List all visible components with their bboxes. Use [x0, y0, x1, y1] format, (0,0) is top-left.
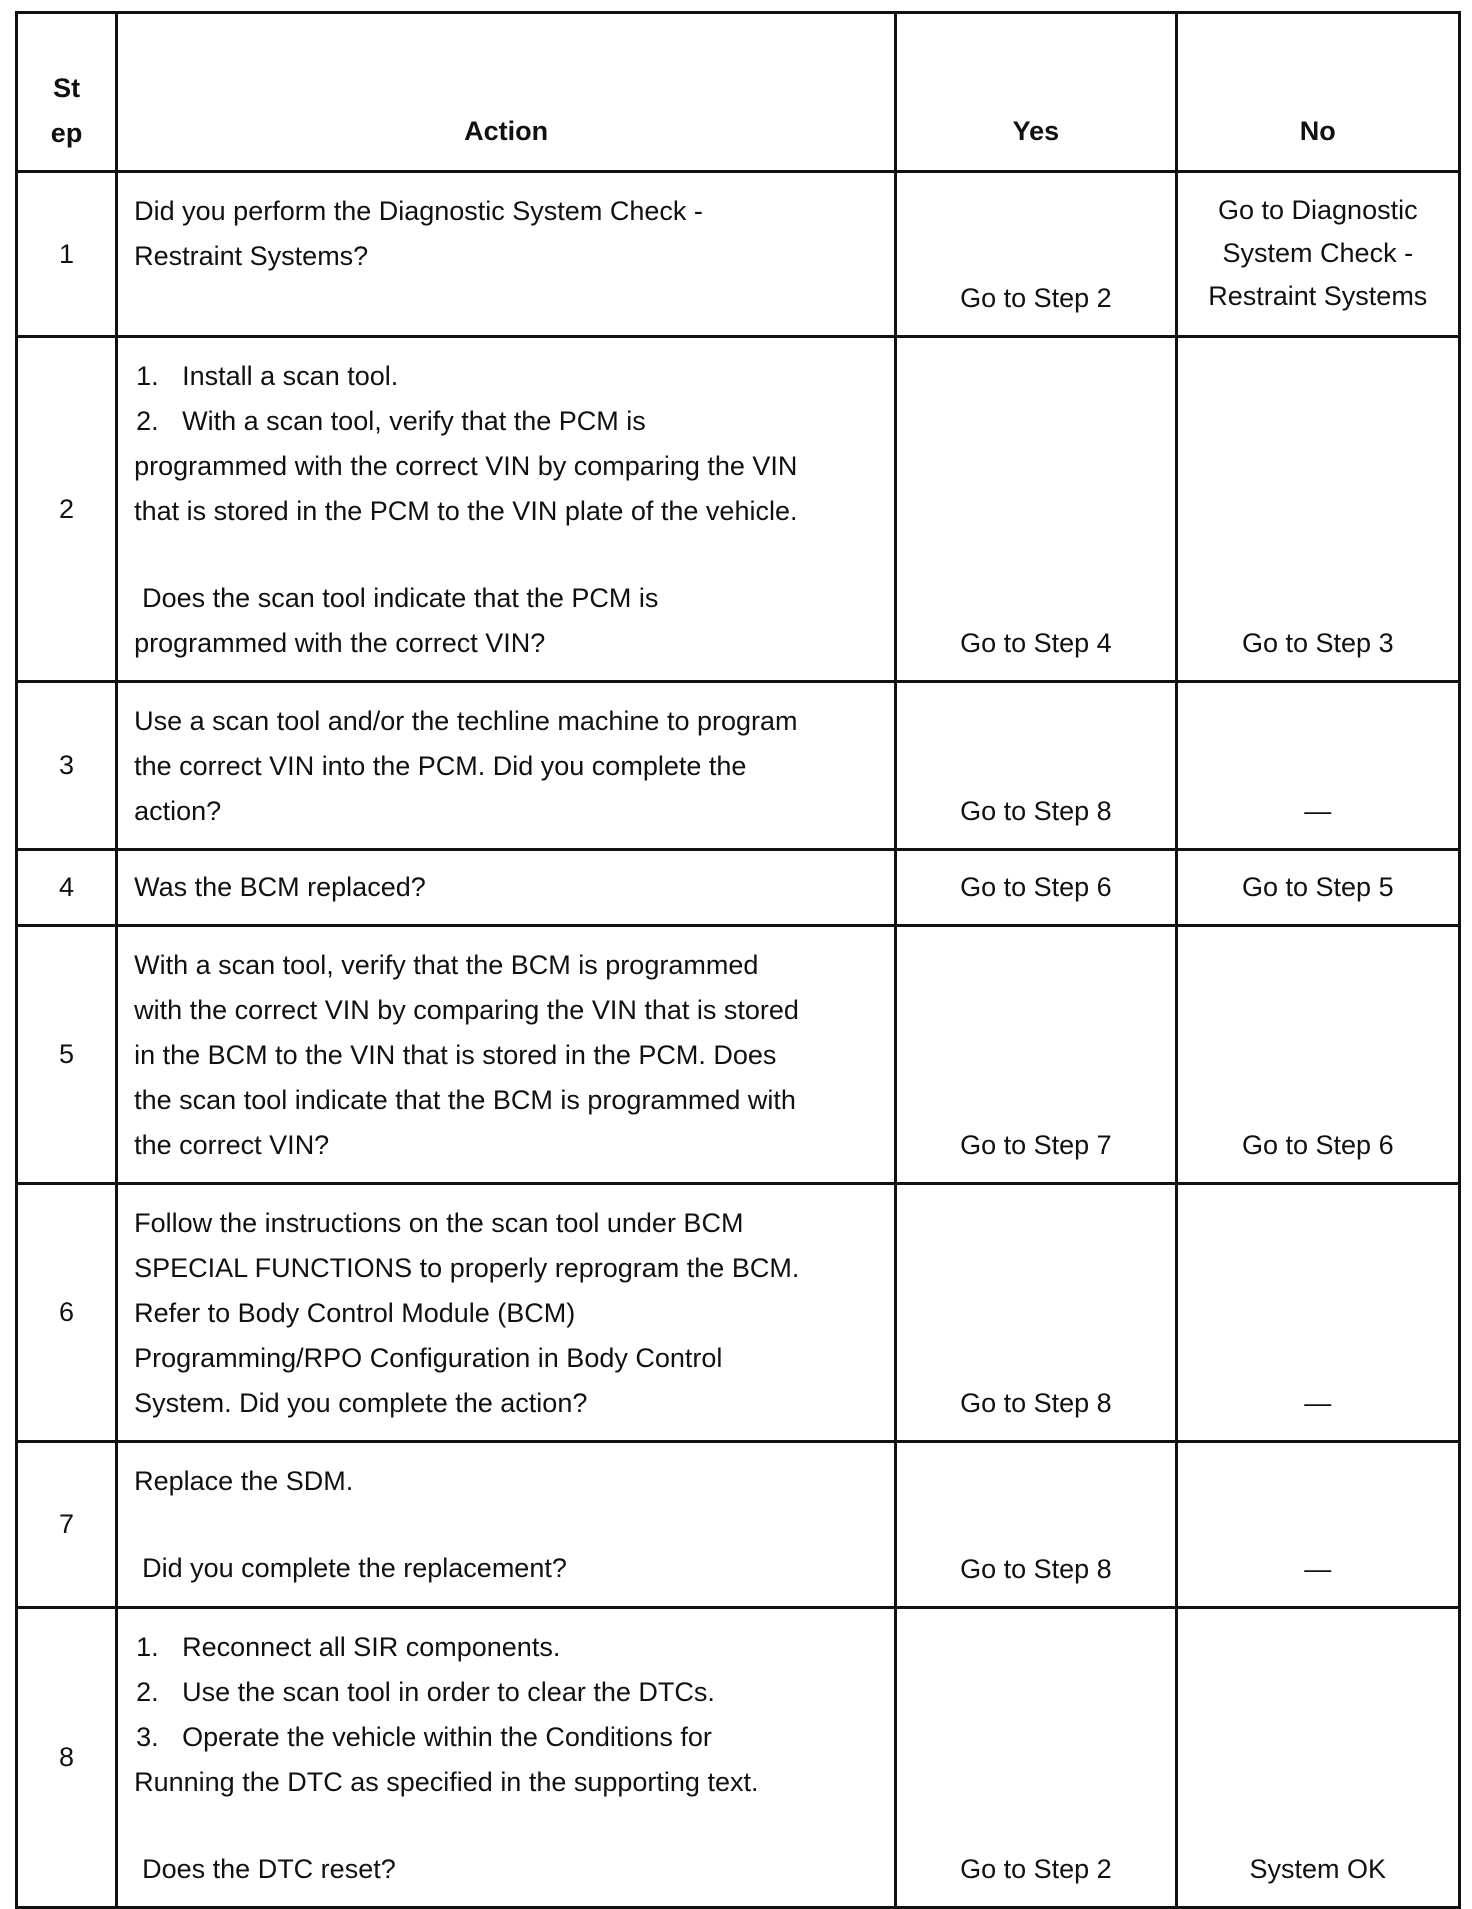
no-cell: — [1176, 682, 1459, 850]
action-line: Restraint Systems? [134, 241, 369, 271]
list-item [134, 1670, 874, 1715]
action-line: the correct VIN? [134, 1130, 330, 1160]
table-row-step-3 [17, 682, 1460, 850]
no-cell: Go to Step 3 [1176, 337, 1459, 682]
no-line: Restraint Systems [1208, 281, 1428, 311]
header-step-line2: ep [50, 118, 83, 148]
yes-cell: Go to Step 8 [896, 682, 1176, 850]
action-cell [117, 850, 896, 926]
table-row-step-4 [17, 850, 1460, 926]
action-line: Programming/RPO Configuration in Body Control [134, 1343, 723, 1373]
question-line: Does the DTC reset? [142, 1854, 396, 1884]
list-item [134, 1715, 874, 1760]
diagnostic-table [15, 11, 1461, 1909]
action-line: in the BCM to the VIN that is stored in the PCM. Does [134, 1040, 777, 1070]
header-step-line1: St [53, 73, 81, 103]
header-yes: Yes [896, 13, 1176, 172]
list-item [134, 354, 874, 399]
yes-cell: Go to Step 8 [896, 1442, 1176, 1608]
list-text-continued: Running the DTC as specified in the supporting text. [134, 1767, 759, 1797]
no-cell [1176, 172, 1459, 337]
table-row-step-1 [17, 172, 1460, 337]
no-cell: Go to Step 6 [1176, 926, 1459, 1184]
action-cell [117, 682, 896, 850]
list-text: With a scan tool, verify that the PCM is [182, 406, 646, 436]
no-cell: — [1176, 1442, 1459, 1608]
step-number: 8 [17, 1608, 117, 1908]
action-cell [117, 172, 896, 337]
table-row-step-2 [17, 337, 1460, 682]
list-text: Operate the vehicle within the Conditions for [182, 1722, 712, 1752]
list-text-continued: programmed with the correct VIN by comparing the VIN [134, 451, 798, 481]
list-number: 3. [136, 1722, 159, 1752]
action-line: Use a scan tool and/or the techline machine to program [134, 706, 798, 736]
question-line: programmed with the correct VIN? [134, 628, 546, 658]
table-row-step-8 [17, 1608, 1460, 1908]
yes-cell: Go to Step 4 [896, 337, 1176, 682]
list-number: 2. [136, 1677, 159, 1707]
step-number: 6 [17, 1184, 117, 1442]
no-cell: System OK [1176, 1608, 1459, 1908]
action-line: With a scan tool, verify that the BCM is programmed [134, 950, 759, 980]
action-line: Replace the SDM. [134, 1466, 354, 1496]
list-item [134, 1625, 874, 1670]
question [134, 576, 874, 666]
list-number: 1. [136, 1632, 159, 1662]
action-line: Follow the instructions on the scan tool under BCM [134, 1208, 744, 1238]
yes-cell: Go to Step 7 [896, 926, 1176, 1184]
no-cell: Go to Step 5 [1176, 850, 1459, 926]
no-cell: — [1176, 1184, 1459, 1442]
question-line: Does the scan tool indicate that the PCM is [142, 583, 659, 613]
action-line: Was the BCM replaced? [134, 872, 426, 902]
table-row-step-5 [17, 926, 1460, 1184]
action-cell [117, 926, 896, 1184]
action-cell [117, 1184, 896, 1442]
header-step [17, 13, 117, 172]
header-no: No [1176, 13, 1459, 172]
no-line: Go to Diagnostic [1217, 195, 1418, 225]
list-text: Install a scan tool. [182, 361, 399, 391]
action-line: Did you perform the Diagnostic System Check - [134, 196, 703, 226]
step-number: 5 [17, 926, 117, 1184]
step-number: 3 [17, 682, 117, 850]
list-text: Use the scan tool in order to clear the DTCs. [182, 1677, 715, 1707]
action-cell [117, 337, 896, 682]
step-number: 7 [17, 1442, 117, 1608]
question-line: Did you complete the replacement? [142, 1553, 567, 1583]
table-row-step-7 [17, 1442, 1460, 1608]
list-number: 2. [136, 406, 159, 436]
table-header-row [17, 13, 1460, 172]
yes-cell: Go to Step 2 [896, 1608, 1176, 1908]
header-action: Action [117, 13, 896, 172]
list-text-continued: that is stored in the PCM to the VIN plate of the vehicle. [134, 496, 798, 526]
action-line: the correct VIN into the PCM. Did you complete the [134, 751, 747, 781]
table-row-step-6 [17, 1184, 1460, 1442]
action-cell [117, 1608, 896, 1908]
list-item [134, 399, 874, 444]
action-line: SPECIAL FUNCTIONS to properly reprogram the BCM. [134, 1253, 800, 1283]
yes-cell: Go to Step 8 [896, 1184, 1176, 1442]
yes-cell: Go to Step 6 [896, 850, 1176, 926]
list-number: 1. [136, 361, 159, 391]
action-line: System. Did you complete the action? [134, 1388, 588, 1418]
step-number: 2 [17, 337, 117, 682]
action-line: action? [134, 796, 222, 826]
action-line: Refer to Body Control Module (BCM) [134, 1298, 576, 1328]
step-number: 1 [17, 172, 117, 337]
action-cell [117, 1442, 896, 1608]
no-line: System Check - [1222, 238, 1414, 268]
yes-cell: Go to Step 2 [896, 172, 1176, 337]
list-text: Reconnect all SIR components. [182, 1632, 561, 1662]
action-line: with the correct VIN by comparing the VIN that is stored [134, 995, 799, 1025]
action-line: the scan tool indicate that the BCM is programmed with [134, 1085, 796, 1115]
step-number: 4 [17, 850, 117, 926]
